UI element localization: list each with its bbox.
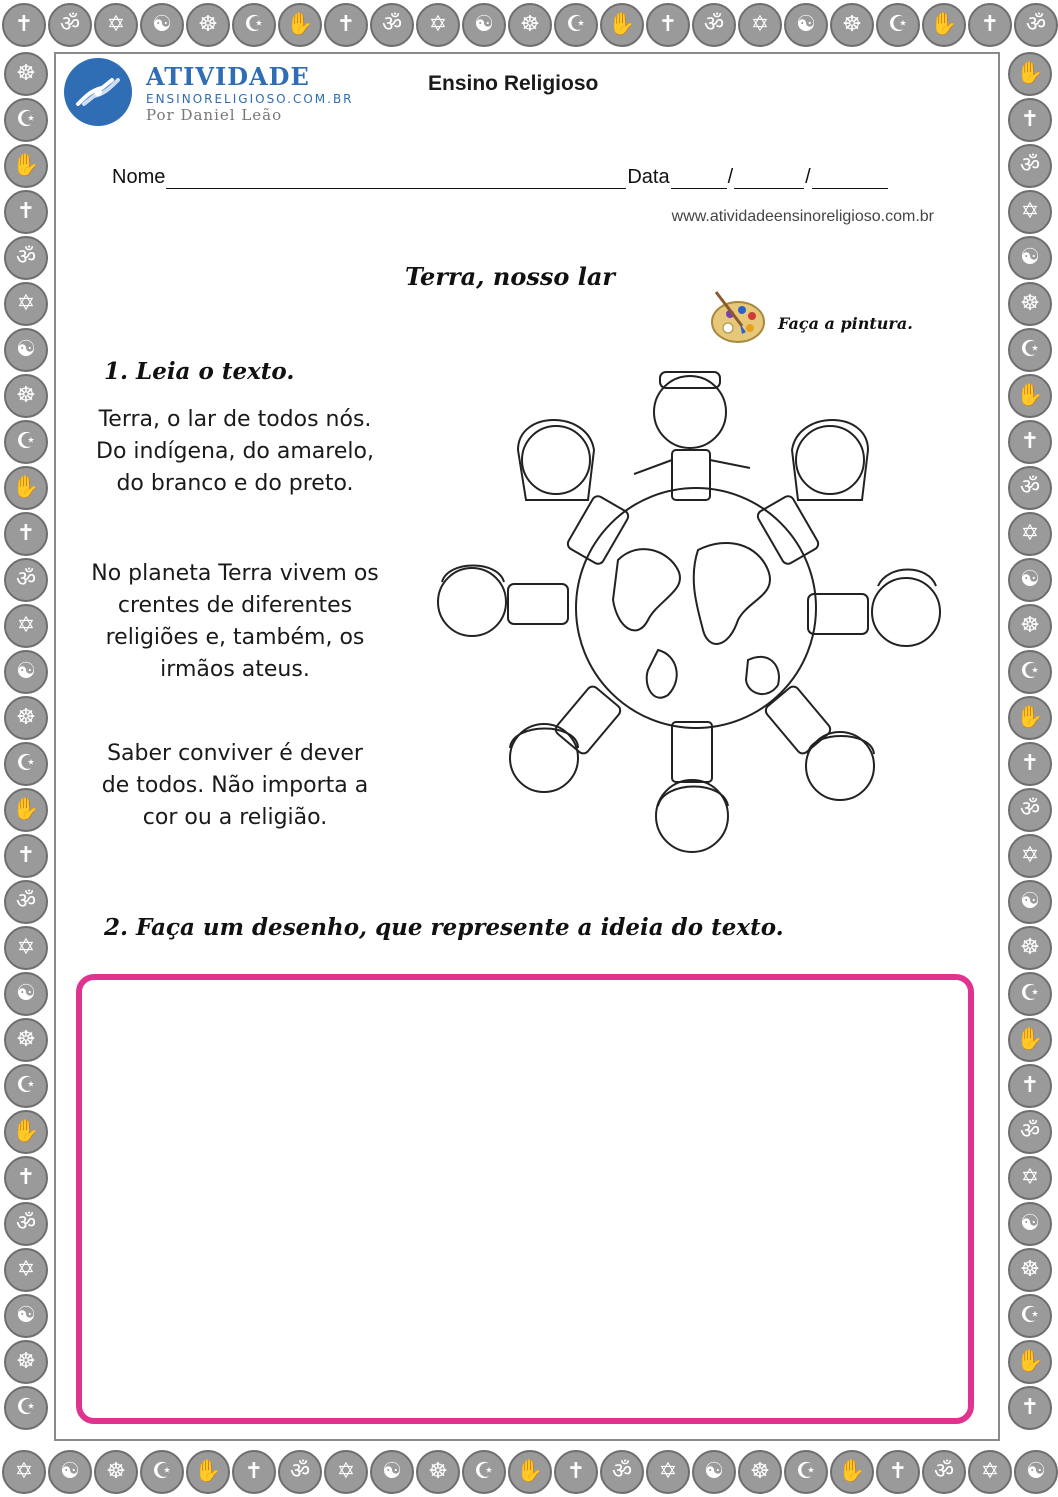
star-of-david-icon: ✡ xyxy=(94,3,138,47)
dharma-wheel-icon: ☸ xyxy=(4,52,48,96)
cross-icon: ✝ xyxy=(1008,1386,1052,1430)
hamsa-icon: ✋ xyxy=(4,466,48,510)
dharma-wheel-icon: ☸ xyxy=(830,3,874,47)
cross-icon: ✝ xyxy=(554,1450,598,1494)
logo-hands-icon xyxy=(64,58,132,126)
crescent-icon: ☪ xyxy=(462,1450,506,1494)
paint-palette-icon xyxy=(708,288,768,348)
yin-yang-icon: ☯ xyxy=(4,1294,48,1338)
hamsa-icon: ✋ xyxy=(600,3,644,47)
cross-icon: ✝ xyxy=(646,3,690,47)
om-icon: ॐ xyxy=(1008,1110,1052,1154)
cross-icon: ✝ xyxy=(2,3,46,47)
yin-yang-icon: ☯ xyxy=(692,1450,736,1494)
om-icon: ॐ xyxy=(4,1202,48,1246)
date-day-blank[interactable] xyxy=(671,170,727,189)
star-of-david-icon: ✡ xyxy=(1008,834,1052,878)
om-icon: ॐ xyxy=(692,3,736,47)
logo-title: ATIVIDADE xyxy=(146,62,310,91)
cross-icon: ✝ xyxy=(1008,420,1052,464)
star-of-david-icon: ✡ xyxy=(324,1450,368,1494)
text-paragraph-2: No planeta Terra vivem os crentes de diferentes religiões e, também, os irmãos ateus. xyxy=(91,561,379,682)
child-left xyxy=(438,566,568,637)
crescent-icon: ☪ xyxy=(876,3,920,47)
bottom-border xyxy=(0,1447,1058,1497)
question-1-heading: 1. Leia o texto. xyxy=(104,358,295,385)
dharma-wheel-icon: ☸ xyxy=(1008,282,1052,326)
crescent-icon: ☪ xyxy=(554,3,598,47)
star-of-david-icon: ✡ xyxy=(4,926,48,970)
crescent-icon: ☪ xyxy=(4,1064,48,1108)
child-top xyxy=(634,372,750,500)
yin-yang-icon: ☯ xyxy=(48,1450,92,1494)
om-icon: ॐ xyxy=(4,236,48,280)
hamsa-icon: ✋ xyxy=(186,1450,230,1494)
star-of-david-icon: ✡ xyxy=(1008,190,1052,234)
om-icon: ॐ xyxy=(1014,3,1058,47)
yin-yang-icon: ☯ xyxy=(462,3,506,47)
cross-icon: ✝ xyxy=(968,3,1012,47)
cross-icon: ✝ xyxy=(4,512,48,556)
dharma-wheel-icon: ☸ xyxy=(94,1450,138,1494)
child-bottom-left xyxy=(510,684,623,792)
yin-yang-icon: ☯ xyxy=(140,3,184,47)
crescent-icon: ☪ xyxy=(4,98,48,142)
yin-yang-icon: ☯ xyxy=(784,3,828,47)
hamsa-icon: ✋ xyxy=(830,1450,874,1494)
star-of-david-icon: ✡ xyxy=(416,3,460,47)
hamsa-icon: ✋ xyxy=(508,1450,552,1494)
top-border xyxy=(0,0,1058,50)
dharma-wheel-icon: ☸ xyxy=(186,3,230,47)
cross-icon: ✝ xyxy=(1008,98,1052,142)
om-icon: ॐ xyxy=(1008,144,1052,188)
dharma-wheel-icon: ☸ xyxy=(508,3,552,47)
yin-yang-icon: ☯ xyxy=(1008,1202,1052,1246)
children-around-earth-illustration xyxy=(428,350,964,870)
crescent-icon: ☪ xyxy=(784,1450,828,1494)
star-of-david-icon: ✡ xyxy=(646,1450,690,1494)
star-of-david-icon: ✡ xyxy=(4,1248,48,1292)
hamsa-icon: ✋ xyxy=(1008,1340,1052,1384)
om-icon: ॐ xyxy=(278,1450,322,1494)
subject-title: Ensino Religioso xyxy=(428,72,599,95)
star-of-david-icon: ✡ xyxy=(968,1450,1012,1494)
yin-yang-icon: ☯ xyxy=(4,650,48,694)
earth-globe xyxy=(576,488,816,728)
yin-yang-icon: ☯ xyxy=(1008,880,1052,924)
yin-yang-icon: ☯ xyxy=(1008,236,1052,280)
date-year-blank[interactable] xyxy=(812,170,888,189)
hamsa-icon: ✋ xyxy=(1008,52,1052,96)
dharma-wheel-icon: ☸ xyxy=(4,374,48,418)
om-icon: ॐ xyxy=(4,880,48,924)
crescent-icon: ☪ xyxy=(232,3,276,47)
om-icon: ॐ xyxy=(1008,466,1052,510)
page-title: Terra, nosso lar xyxy=(404,262,616,291)
hamsa-icon: ✋ xyxy=(1008,1018,1052,1062)
dharma-wheel-icon: ☸ xyxy=(738,1450,782,1494)
dharma-wheel-icon: ☸ xyxy=(1008,604,1052,648)
dharma-wheel-icon: ☸ xyxy=(1008,1248,1052,1292)
cross-icon: ✝ xyxy=(1008,1064,1052,1108)
child-bottom xyxy=(656,722,728,852)
hamsa-icon: ✋ xyxy=(4,1110,48,1154)
star-of-david-icon: ✡ xyxy=(4,282,48,326)
child-bottom-right xyxy=(763,684,874,800)
crescent-icon: ☪ xyxy=(4,742,48,786)
yin-yang-icon: ☯ xyxy=(4,972,48,1016)
question-2-heading: 2. Faça um desenho, que represente a ideia do texto. xyxy=(104,914,784,941)
right-border xyxy=(1004,50,1056,1449)
hamsa-icon: ✋ xyxy=(1008,696,1052,740)
date-separator: / xyxy=(727,166,734,188)
child-top-right xyxy=(756,420,868,566)
crescent-icon: ☪ xyxy=(1008,972,1052,1016)
text-paragraph-3: Saber conviver é dever de todos. Não importa a cor ou a religião. xyxy=(101,741,369,830)
crescent-icon: ☪ xyxy=(4,1386,48,1430)
hamsa-icon: ✋ xyxy=(922,3,966,47)
hamsa-icon: ✋ xyxy=(1008,374,1052,418)
left-border xyxy=(0,50,52,1449)
name-label: Nome xyxy=(112,166,166,188)
star-of-david-icon: ✡ xyxy=(738,3,782,47)
om-icon: ॐ xyxy=(370,3,414,47)
crescent-icon: ☪ xyxy=(1008,328,1052,372)
star-of-david-icon: ✡ xyxy=(1008,512,1052,556)
star-of-david-icon: ✡ xyxy=(2,1450,46,1494)
cross-icon: ✝ xyxy=(232,1450,276,1494)
crescent-icon: ☪ xyxy=(4,420,48,464)
crescent-icon: ☪ xyxy=(1008,650,1052,694)
name-date-line xyxy=(112,166,889,189)
dharma-wheel-icon: ☸ xyxy=(4,696,48,740)
dharma-wheel-icon: ☸ xyxy=(416,1450,460,1494)
drawing-area[interactable] xyxy=(76,974,974,1424)
yin-yang-icon: ☯ xyxy=(1008,558,1052,602)
cross-icon: ✝ xyxy=(4,1156,48,1200)
hamsa-icon: ✋ xyxy=(278,3,322,47)
cross-icon: ✝ xyxy=(4,190,48,234)
text-paragraph-1: Terra, o lar de todos nós. Do indígena, do amarelo, do branco e do preto. xyxy=(96,407,374,496)
om-icon: ॐ xyxy=(4,558,48,602)
crescent-icon: ☪ xyxy=(140,1450,184,1494)
date-separator: / xyxy=(805,166,811,188)
om-icon: ॐ xyxy=(48,3,92,47)
om-icon: ॐ xyxy=(1008,788,1052,832)
cross-icon: ✝ xyxy=(876,1450,920,1494)
star-of-david-icon: ✡ xyxy=(1008,1156,1052,1200)
logo-author: Por Daniel Leão xyxy=(146,106,283,124)
date-label: Data xyxy=(627,166,670,188)
child-right xyxy=(808,570,940,647)
yin-yang-icon: ☯ xyxy=(370,1450,414,1494)
child-top-left xyxy=(518,420,630,566)
yin-yang-icon: ☯ xyxy=(4,328,48,372)
dharma-wheel-icon: ☸ xyxy=(4,1018,48,1062)
om-icon: ॐ xyxy=(922,1450,966,1494)
name-blank[interactable] xyxy=(166,170,626,189)
crescent-icon: ☪ xyxy=(1008,1294,1052,1338)
cross-icon: ✝ xyxy=(1008,742,1052,786)
hamsa-icon: ✋ xyxy=(4,788,48,832)
paint-instruction: Faça a pintura. xyxy=(778,314,913,333)
om-icon: ॐ xyxy=(600,1450,644,1494)
hamsa-icon: ✋ xyxy=(4,144,48,188)
cross-icon: ✝ xyxy=(324,3,368,47)
dharma-wheel-icon: ☸ xyxy=(4,1340,48,1384)
star-of-david-icon: ✡ xyxy=(4,604,48,648)
date-month-blank[interactable] xyxy=(734,170,804,189)
cross-icon: ✝ xyxy=(4,834,48,878)
yin-yang-icon: ☯ xyxy=(1014,1450,1058,1494)
dharma-wheel-icon: ☸ xyxy=(1008,926,1052,970)
logo-subtitle: ENSINORELIGIOSO.COM.BR xyxy=(146,92,354,106)
site-url: www.atividadeensinoreligioso.com.br xyxy=(671,208,934,225)
